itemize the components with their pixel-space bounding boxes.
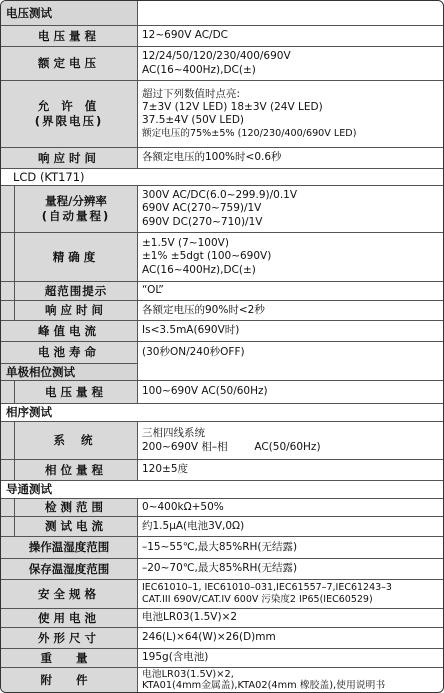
row-voltage-range — [1, 25, 443, 46]
label-voltage-response: 响应时间 — [1, 148, 138, 168]
value-cont-current: 约1.5μA(电池3V,0Ω) — [142, 519, 245, 532]
row-dimensions — [1, 627, 443, 648]
row-voltage-response — [1, 147, 443, 168]
value-safety: IEC61010–1, IEC61010–031,IEC61557–7,IEC61243–3 CAT.III 690V/CAT.IV 600V 污染度2 IP65(IEC60529) — [142, 582, 392, 605]
section-continuity: 导通测试 — [1, 480, 443, 498]
value-voltage-range: 12~690V AC/DC — [142, 29, 229, 42]
label-accessories: 附 件 — [1, 668, 138, 692]
value-cont-detect: 0~400kΩ+50% — [142, 500, 224, 513]
value-lcd-response: 各额定电压的90%时<2秒 — [142, 303, 265, 316]
row-phase-system — [1, 421, 443, 459]
label-single-range: 电压量程 — [14, 381, 138, 403]
row-lcd-overrange — [1, 281, 443, 300]
label-lcd-accuracy: 精确度 — [14, 233, 138, 281]
cont-indent-shade — [1, 499, 14, 516]
label-weight: 重 量 — [1, 649, 138, 667]
row-lcd-response — [1, 300, 443, 320]
label-safety: 安全规格 — [1, 580, 138, 608]
label-lcd-battery: 电池寿命 — [1, 342, 138, 363]
lcd-indent-shade — [1, 186, 14, 232]
value-weight: 195g(含电池) — [142, 651, 209, 664]
phase-indent-shade — [1, 422, 14, 459]
phase-indent-shade — [1, 460, 14, 480]
lcd-indent-shade — [1, 301, 14, 320]
value-lcd-battery: (30秒ON/240秒OFF) — [142, 345, 245, 358]
row-phase-range — [1, 459, 443, 480]
lcd-indent-shade — [1, 282, 14, 300]
value-storage-env: –20~70℃,最大85%RH(无结露) — [142, 562, 298, 575]
cont-indent-shade — [1, 517, 14, 536]
lcd-indent-shade — [1, 233, 14, 281]
value-rated-voltage: 12/24/50/120/230/400/690V AC(16~400Hz),DC(±) — [142, 50, 291, 76]
label-battery: 使用电池 — [1, 609, 138, 627]
row-op-env — [1, 536, 443, 558]
label-tolerance: 允 许 值 (界限电压) — [1, 81, 138, 147]
value-accessories: 电池LR03(1.5V)×2, KTA01(4mm金属盖),KTA02(4mm 橡胶盖),使用说明书 — [142, 668, 386, 691]
value-voltage-response: 各额定电压的100%时<0.6秒 — [142, 151, 282, 164]
label-dimensions: 外形尺寸 — [1, 628, 138, 648]
row-battery — [1, 608, 443, 627]
row-lcd-accuracy — [1, 232, 443, 281]
label-storage-env: 保存温湿度范围 — [1, 559, 138, 579]
label-voltage-range: 电压量程 — [1, 26, 138, 46]
section-voltage-test: 电压测试 — [1, 1, 138, 25]
row-single-range — [1, 380, 443, 403]
value-battery: 电池LR03(1.5V)×2 — [142, 611, 238, 624]
label-lcd-overrange: 超范围提示 — [14, 282, 138, 300]
row-cont-current — [1, 516, 443, 536]
label-cont-detect: 检测范围 — [14, 499, 138, 516]
value-lcd-overrange: “OL” — [142, 284, 164, 297]
row-weight — [1, 648, 443, 667]
label-lcd-peak: 峰值电流 — [1, 321, 138, 341]
section-lcd: LCD (KT171) — [1, 168, 443, 185]
value-tolerance: 超过下列数值时点亮: 7±3V (12V LED) 18±3V (24V LED) 37.5±4V (50V LED) 额定电压的75%±5% (120/230/400/690V LED) — [142, 87, 357, 140]
label-lcd-range: 量程/分辨率 (自动量程) — [14, 186, 138, 232]
value-phase-range: 120±5度 — [142, 463, 189, 476]
label-op-env: 操作温湿度范围 — [1, 537, 138, 558]
label-rated-voltage: 额定电压 — [1, 47, 138, 80]
section-phase-seq: 相序测试 — [1, 403, 443, 421]
row-cont-detect — [1, 498, 443, 516]
label-phase-system: 系 统 — [14, 422, 138, 459]
label-cont-current: 测试电流 — [14, 517, 138, 536]
label-lcd-response: 响应时间 — [14, 301, 138, 320]
row-tolerance — [1, 80, 443, 147]
value-lcd-range: 300V AC/DC(6.0~299.9)/0.1V 690V AC(270~759)/1V 690V DC(270~710)/1V — [142, 189, 298, 228]
label-phase-range: 相位量程 — [14, 460, 138, 480]
value-dimensions: 246(L)×64(W)×26(D)mm — [142, 631, 276, 644]
value-single-range: 100~690V AC(50/60Hz) — [142, 385, 268, 398]
row-storage-env — [1, 558, 443, 579]
value-op-env: –15~55℃,最大85%RH(无结露) — [142, 540, 298, 553]
row-safety — [1, 579, 443, 608]
row-lcd-peak — [1, 320, 443, 341]
single-indent-shade — [1, 381, 14, 403]
value-lcd-accuracy: ±1.5V (7~100V) ±1% ±5dgt (100~690V) AC(16~400Hz),DC(±) — [142, 237, 272, 276]
row-lcd-battery — [1, 341, 443, 363]
row-accessories — [1, 667, 443, 692]
value-phase-system: 三相四线系统 200~690V 相–相 AC(50/60Hz) — [142, 427, 321, 453]
section-single-phase: 单极相位测试 — [1, 363, 138, 380]
value-lcd-peak: Is<3.5mA(690V时) — [142, 324, 240, 337]
row-lcd-range — [1, 185, 443, 232]
row-rated-voltage — [1, 46, 443, 80]
